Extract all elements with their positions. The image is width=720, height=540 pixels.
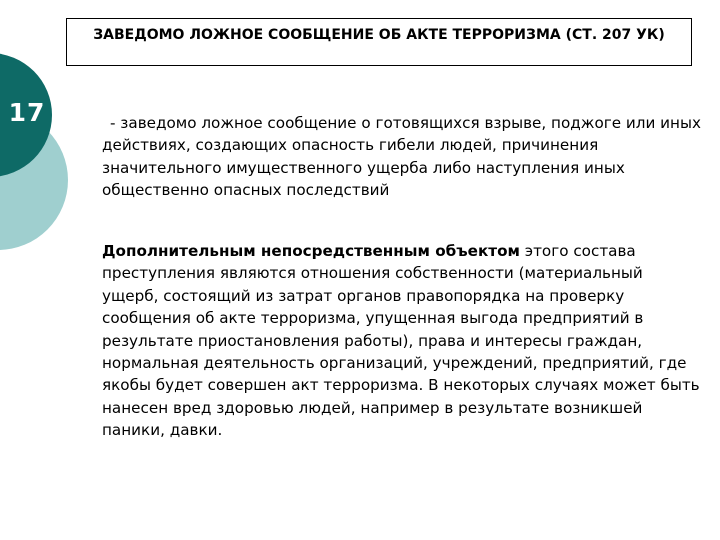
object-text: этого состава преступления являются отношения собственности (материальный ущерб, состоящий из затрат органов правопорядка на проверку сообщения об акте терроризма, упущенная выгода предприятий в результате приостановления работы), права и интересы граждан, нормальная деятельность организаций, учреждений, предприятий, где якобы будет совершен акт терроризма. В некоторых случаях может быть нанесен вред здоровью людей, например в результате возникшей паники, давки.: [102, 242, 700, 440]
definition-paragraph: [102, 112, 702, 202]
slide-number: 17: [8, 98, 46, 127]
object-heading: Дополнительным непосредственным объектом: [102, 242, 520, 260]
object-paragraph: [102, 240, 702, 442]
slide-title: ЗАВЕДОМО ЛОЖНОЕ СООБЩЕНИЕ ОБ АКТЕ ТЕРРОРИЗМА (СТ. 207 УК): [66, 18, 692, 66]
definition-text: - заведомо ложное сообщение о готовящихся взрыве, поджоге или иных действиях, создающих опасность гибели людей, причинения значительного имущественного ущерба либо наступления иных общественно опасных последствий: [102, 114, 701, 200]
